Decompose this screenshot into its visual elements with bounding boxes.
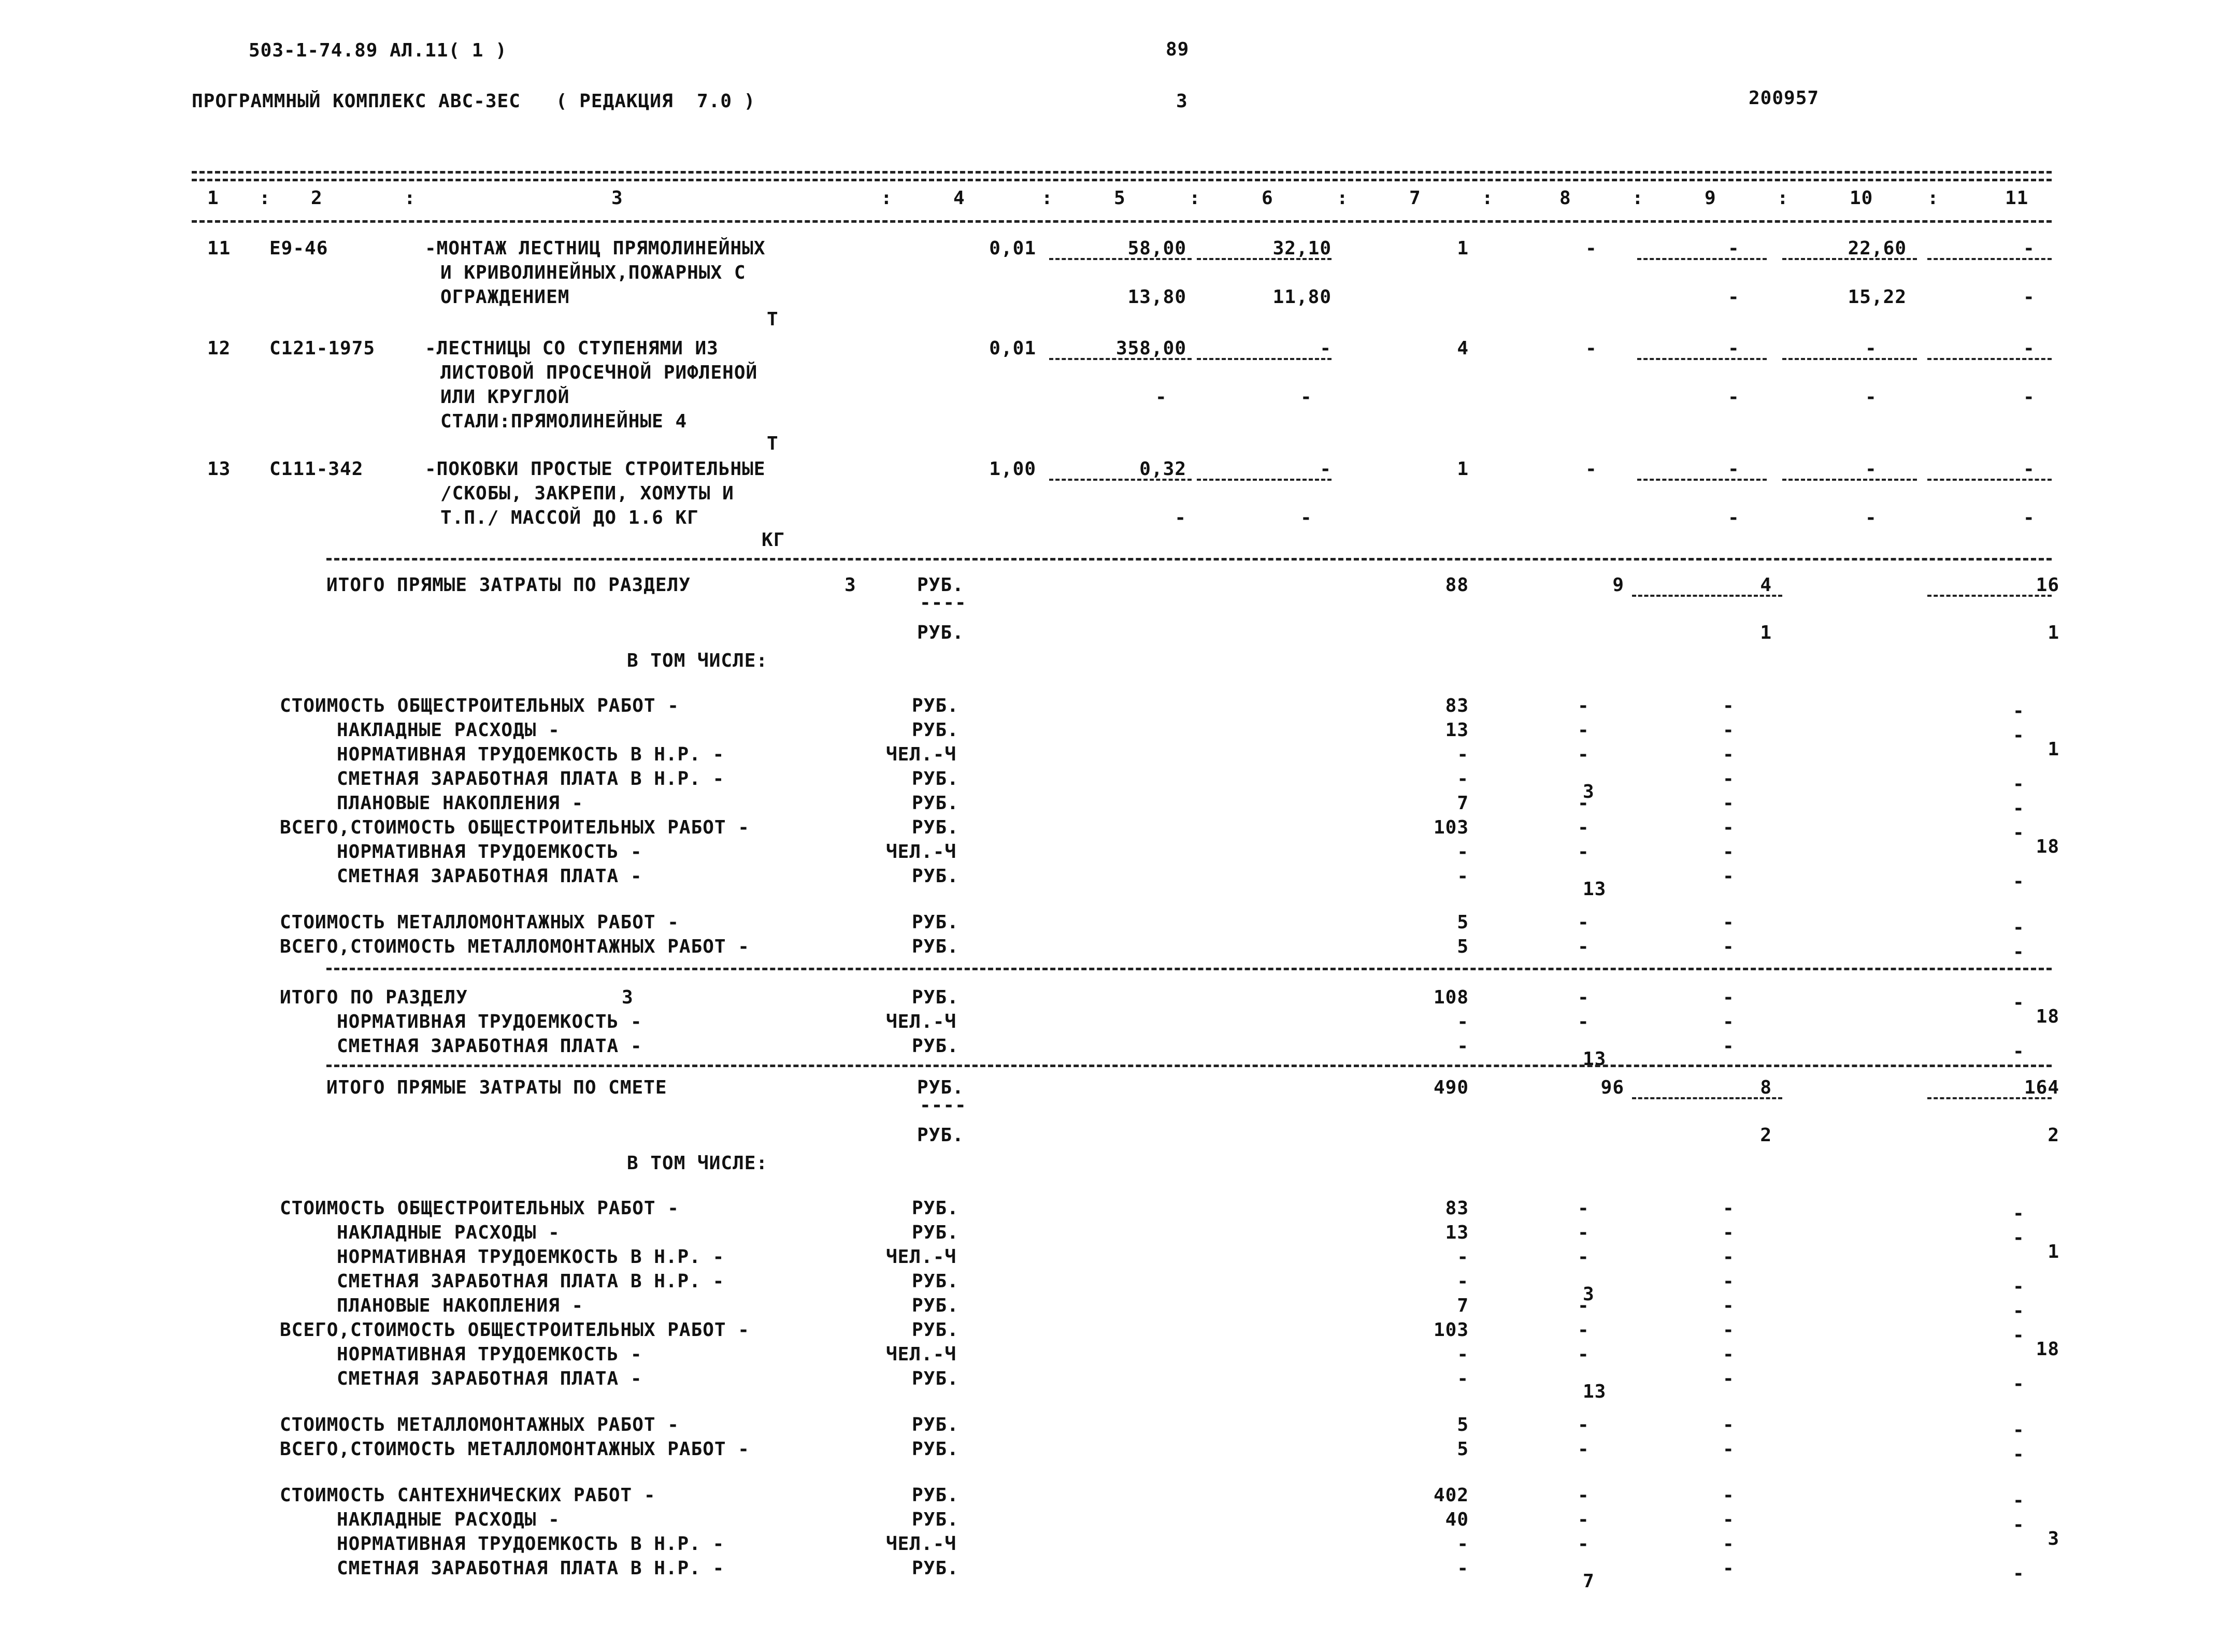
section-total-unit: РУБ. xyxy=(917,574,964,596)
breakdown-col11: - xyxy=(2013,798,2025,819)
cell-col10-lower: - xyxy=(1865,507,1877,528)
item-description-line: /СКОБЫ, ЗАКРЕПИ, ХОМУТЫ И xyxy=(440,483,734,504)
column-separator: : xyxy=(259,188,271,209)
breakdown-col7: 40 xyxy=(1445,1509,1469,1530)
breakdown-col11: - xyxy=(2013,1041,2025,1062)
breakdown-label: НОРМАТИВНАЯ ТРУДОЕМКОСТЬ - xyxy=(337,841,642,863)
breakdown-col9: - xyxy=(1723,912,1735,933)
breakdown-unit: ЧЕЛ.-Ч xyxy=(886,1011,957,1032)
breakdown-col11: - xyxy=(2013,871,2025,892)
cell-col6: 32,10 xyxy=(1272,238,1332,259)
breakdown-label: СМЕТНАЯ ЗАРАБОТНАЯ ПЛАТА В Н.Р. - xyxy=(337,768,725,789)
breakdown-col9: - xyxy=(1723,793,1735,814)
breakdown-col7: 7 xyxy=(1457,793,1469,814)
item-description-line: И КРИВОЛИНЕЙНЫХ,ПОЖАРНЫХ С xyxy=(440,262,746,283)
breakdown-col11: - xyxy=(2013,1300,2025,1321)
cell-col8: - xyxy=(1585,338,1597,359)
breakdown-col8: 3 xyxy=(1583,781,1595,802)
cell-divider xyxy=(1632,1097,1782,1099)
program-title: ПРОГРАММНЫЙ КОМПЛЕКС АВС-3ЕС ( РЕДАКЦИЯ 7.0 ) xyxy=(192,91,756,112)
breakdown-col9: - xyxy=(1723,1295,1735,1316)
item-description-line: ОГРАЖДЕНИЕМ xyxy=(440,286,570,308)
breakdown-col11: 18 xyxy=(2036,1339,2059,1360)
cell-divider xyxy=(1637,479,1767,481)
cell-divider xyxy=(1197,258,1332,260)
item-description-line: Т.П./ МАССОЙ ДО 1.6 КГ xyxy=(440,507,699,528)
breakdown-col8: - xyxy=(1578,1295,1590,1316)
item-number: 13 xyxy=(207,458,231,480)
breakdown-col8: - xyxy=(1578,1414,1590,1435)
breakdown-unit: ЧЕЛ.-Ч xyxy=(886,841,957,863)
breakdown-label: СТОИМОСТЬ САНТЕХНИЧЕСКИХ РАБОТ - xyxy=(280,1485,656,1506)
breakdown-label: НОРМАТИВНАЯ ТРУДОЕМКОСТЬ - xyxy=(337,1344,642,1365)
breakdown-col7: 402 xyxy=(1433,1485,1469,1506)
estimate-total-unit: РУБ. xyxy=(917,1077,964,1098)
breakdown-col11: 18 xyxy=(2036,1006,2059,1027)
breakdown-col11: - xyxy=(2013,941,2025,963)
breakdown-unit: РУБ. xyxy=(912,1271,959,1292)
item-number: 11 xyxy=(207,238,231,259)
cell-col10: - xyxy=(1865,338,1877,359)
breakdown-col8: 3 xyxy=(1583,1284,1595,1305)
breakdown-col7: 5 xyxy=(1457,936,1469,957)
item-description-line: -ЛЕСТНИЦЫ СО СТУПЕНЯМИ ИЗ xyxy=(425,338,719,359)
including-label: В ТОМ ЧИСЛЕ: xyxy=(627,650,768,671)
breakdown-col11: - xyxy=(2013,917,2025,938)
breakdown-col9: - xyxy=(1723,1011,1735,1032)
breakdown-col8: - xyxy=(1578,1439,1590,1460)
column-number: 7 xyxy=(1409,188,1421,209)
breakdown-col8: - xyxy=(1578,1222,1590,1243)
document-code: 503-1-74.89 АЛ.11( 1 ) xyxy=(249,40,507,61)
breakdown-label: НАКЛАДНЫЕ РАСХОДЫ - xyxy=(337,1509,560,1530)
header-rule-top-2 xyxy=(192,179,2052,181)
breakdown-label: СМЕТНАЯ ЗАРАБОТНАЯ ПЛАТА В Н.Р. - xyxy=(337,1271,725,1292)
breakdown-col8: - xyxy=(1578,1319,1590,1341)
cell-divider xyxy=(1782,258,1917,260)
cell-col11: - xyxy=(2023,458,2035,480)
breakdown-col11: - xyxy=(2013,1444,2025,1465)
cell-col11: - xyxy=(2023,338,2035,359)
cell-col6-lower: 11,80 xyxy=(1272,286,1332,308)
breakdown-col7: - xyxy=(1457,1036,1469,1057)
breakdown-col11: - xyxy=(2013,822,2025,843)
breakdown-label: СТОИМОСТЬ МЕТАЛЛОМОНТАЖНЫХ РАБОТ - xyxy=(280,912,679,933)
breakdown-col9: - xyxy=(1723,1222,1735,1243)
breakdown-unit: РУБ. xyxy=(912,1485,959,1506)
breakdown-label: НОРМАТИВНАЯ ТРУДОЕМКОСТЬ В Н.Р. - xyxy=(337,1533,725,1555)
breakdown-col9: - xyxy=(1723,817,1735,838)
breakdown-col7: - xyxy=(1457,768,1469,789)
breakdown-col9: - xyxy=(1723,936,1735,957)
item-quantity: 0,01 xyxy=(989,238,1036,259)
breakdown-unit: РУБ. xyxy=(912,1558,959,1579)
column-separator: : xyxy=(404,188,416,209)
column-separator: : xyxy=(1632,188,1644,209)
cell-col8: - xyxy=(1585,458,1597,480)
estimate-total-label: ИТОГО ПРЯМЫЕ ЗАТРАТЫ ПО СМЕТЕ xyxy=(326,1077,667,1098)
breakdown-col7: 13 xyxy=(1445,720,1469,741)
breakdown-label: СТОИМОСТЬ ОБЩЕСТРОИТЕЛЬНЫХ РАБОТ - xyxy=(280,695,679,716)
breakdown-col8: - xyxy=(1578,720,1590,741)
breakdown-unit: РУБ. xyxy=(912,1414,959,1435)
breakdown-label: НОРМАТИВНАЯ ТРУДОЕМКОСТЬ В Н.Р. - xyxy=(337,1246,725,1268)
breakdown-col9: - xyxy=(1723,768,1735,789)
breakdown-unit: РУБ. xyxy=(912,1222,959,1243)
cell-divider xyxy=(1049,479,1192,481)
breakdown-unit: РУБ. xyxy=(912,1036,959,1057)
column-separator: : xyxy=(881,188,893,209)
breakdown-col9: - xyxy=(1723,1509,1735,1530)
cell-col10-lower: 15,22 xyxy=(1848,286,1907,308)
page-number: 89 xyxy=(1166,39,1190,60)
breakdown-unit: РУБ. xyxy=(912,987,959,1008)
breakdown-col8: 13 xyxy=(1583,1381,1607,1402)
cell-col10: - xyxy=(1865,458,1877,480)
breakdown-col7: - xyxy=(1457,1368,1469,1389)
breakdown-col8: 13 xyxy=(1583,1048,1607,1070)
estimate-total-unit-lower: РУБ. xyxy=(917,1125,964,1146)
breakdown-col7: - xyxy=(1457,1246,1469,1268)
section-total-col7: 88 xyxy=(1445,574,1469,596)
section-rule xyxy=(326,1065,2052,1067)
section-total-col8: 9 xyxy=(1612,574,1624,596)
breakdown-label: НАКЛАДНЫЕ РАСХОДЫ - xyxy=(337,720,560,741)
breakdown-col7: - xyxy=(1457,744,1469,765)
estimate-total-col9-lower: 2 xyxy=(1760,1125,1772,1146)
breakdown-col9: - xyxy=(1723,720,1735,741)
breakdown-unit: ЧЕЛ.-Ч xyxy=(886,1246,957,1268)
breakdown-col9: - xyxy=(1723,1319,1735,1341)
breakdown-col8: - xyxy=(1578,1011,1590,1032)
breakdown-col8: - xyxy=(1578,817,1590,838)
column-number: 2 xyxy=(311,188,323,209)
breakdown-unit: РУБ. xyxy=(912,695,959,716)
cell-col11-lower: - xyxy=(2023,286,2035,308)
breakdown-label: НОРМАТИВНАЯ ТРУДОЕМКОСТЬ В Н.Р. - xyxy=(337,744,725,765)
column-number: 10 xyxy=(1850,188,1873,209)
breakdown-col9: - xyxy=(1723,1246,1735,1268)
breakdown-col7: - xyxy=(1457,1558,1469,1579)
breakdown-col11: - xyxy=(2013,1203,2025,1224)
column-number: 1 xyxy=(207,188,219,209)
breakdown-label: СМЕТНАЯ ЗАРАБОТНАЯ ПЛАТА - xyxy=(337,866,642,887)
breakdown-col11: - xyxy=(2013,1563,2025,1584)
breakdown-col9: - xyxy=(1723,1198,1735,1219)
document-id: 200957 xyxy=(1749,88,1820,109)
breakdown-unit: РУБ. xyxy=(912,1368,959,1389)
breakdown-col8: - xyxy=(1578,793,1590,814)
breakdown-unit: РУБ. xyxy=(912,1295,959,1316)
cell-divider xyxy=(1637,258,1767,260)
breakdown-col11: - xyxy=(2013,1514,2025,1535)
cell-col11-lower: - xyxy=(2023,386,2035,408)
breakdown-label: ВСЕГО,СТОИМОСТЬ МЕТАЛЛОМОНТАЖНЫХ РАБОТ - xyxy=(280,1439,750,1460)
breakdown-unit: ЧЕЛ.-Ч xyxy=(886,1344,957,1365)
header-rule-top xyxy=(192,171,2052,174)
breakdown-col11: 18 xyxy=(2036,836,2059,857)
breakdown-col7: - xyxy=(1457,1344,1469,1365)
breakdown-unit: РУБ. xyxy=(912,1439,959,1460)
breakdown-col11: - xyxy=(2013,992,2025,1013)
cell-col6-lower: - xyxy=(1300,386,1312,408)
breakdown-col8: - xyxy=(1578,912,1590,933)
item-code: С121-1975 xyxy=(269,338,376,359)
estimate-total-col7: 490 xyxy=(1433,1077,1469,1098)
breakdown-col7: 108 xyxy=(1433,987,1469,1008)
column-number: 4 xyxy=(953,188,965,209)
header-rule-bottom xyxy=(192,220,2052,223)
breakdown-col7: 83 xyxy=(1445,695,1469,716)
estimate-total-unit-dash: ---- xyxy=(920,1095,967,1116)
breakdown-col11: - xyxy=(2013,1325,2025,1346)
breakdown-label: ИТОГО ПО РАЗДЕЛУ xyxy=(280,987,468,1008)
breakdown-col9: - xyxy=(1723,1485,1735,1506)
cell-col9-lower: - xyxy=(1728,286,1740,308)
item-code: Е9-46 xyxy=(269,238,328,259)
column-separator: : xyxy=(1482,188,1494,209)
breakdown-col7: 5 xyxy=(1457,1439,1469,1460)
breakdown-col9: - xyxy=(1723,1558,1735,1579)
section-total-col11-lower: 1 xyxy=(2048,622,2059,643)
cell-divider xyxy=(1927,479,2052,481)
cell-divider xyxy=(1782,358,1917,360)
breakdown-unit: РУБ. xyxy=(912,793,959,814)
breakdown-label: СМЕТНАЯ ЗАРАБОТНАЯ ПЛАТА - xyxy=(337,1368,642,1389)
cell-col11-lower: - xyxy=(2023,507,2035,528)
breakdown-col7: - xyxy=(1457,1533,1469,1555)
section-rule xyxy=(326,558,2052,561)
cell-col9-lower: - xyxy=(1728,386,1740,408)
breakdown-col9: - xyxy=(1723,1036,1735,1057)
item-description-line: -МОНТАЖ ЛЕСТНИЦ ПРЯМОЛИНЕЙНЫХ xyxy=(425,238,766,259)
breakdown-col7: 83 xyxy=(1445,1198,1469,1219)
column-number: 5 xyxy=(1114,188,1126,209)
breakdown-col9: - xyxy=(1723,1439,1735,1460)
breakdown-unit: РУБ. xyxy=(912,1509,959,1530)
item-description-line: ЛИСТОВОЙ ПРОСЕЧНОЙ РИФЛЕНОЙ xyxy=(440,362,758,383)
breakdown-unit: РУБ. xyxy=(912,720,959,741)
breakdown-col9: - xyxy=(1723,987,1735,1008)
section-rule xyxy=(326,968,2052,970)
breakdown-col9: - xyxy=(1723,1368,1735,1389)
breakdown-label: ВСЕГО,СТОИМОСТЬ ОБЩЕСТРОИТЕЛЬНЫХ РАБОТ - xyxy=(280,1319,750,1341)
cell-col9: - xyxy=(1728,338,1740,359)
breakdown-col11: - xyxy=(2013,700,2025,722)
breakdown-unit: РУБ. xyxy=(912,768,959,789)
breakdown-col9: - xyxy=(1723,744,1735,765)
breakdown-unit: РУБ. xyxy=(912,912,959,933)
cell-col8: - xyxy=(1585,238,1597,259)
cell-col5: 358,00 xyxy=(1115,338,1186,359)
breakdown-col8: - xyxy=(1578,987,1590,1008)
cell-col5: 0,32 xyxy=(1139,458,1186,480)
cell-divider xyxy=(1197,358,1332,360)
column-number: 3 xyxy=(611,188,623,209)
breakdown-col7: 5 xyxy=(1457,1414,1469,1435)
breakdown-label: ВСЕГО,СТОИМОСТЬ МЕТАЛЛОМОНТАЖНЫХ РАБОТ - xyxy=(280,936,750,957)
section-total-unit-dash: ---- xyxy=(920,592,967,613)
breakdown-col11: - xyxy=(2013,1373,2025,1395)
cell-col5: 58,00 xyxy=(1127,238,1186,259)
sheet-number: 3 xyxy=(1176,91,1188,112)
breakdown-col9: - xyxy=(1723,866,1735,887)
breakdown-label: СМЕТНАЯ ЗАРАБОТНАЯ ПЛАТА В Н.Р. - xyxy=(337,1558,725,1579)
item-description-line: -ПОКОВКИ ПРОСТЫЕ СТРОИТЕЛЬНЫЕ xyxy=(425,458,766,480)
breakdown-col11: - xyxy=(2013,773,2025,795)
cell-divider xyxy=(1927,1097,2052,1099)
column-number: 11 xyxy=(2005,188,2029,209)
cell-col7: 1 xyxy=(1457,458,1469,480)
breakdown-col8: - xyxy=(1578,744,1590,765)
item-unit: Т xyxy=(767,433,779,454)
column-separator: : xyxy=(1041,188,1053,209)
cell-divider xyxy=(1632,595,1782,597)
breakdown-label: СТОИМОСТЬ МЕТАЛЛОМОНТАЖНЫХ РАБОТ - xyxy=(280,1414,679,1435)
breakdown-col11: - xyxy=(2013,1227,2025,1248)
cell-divider xyxy=(1927,358,2052,360)
breakdown-col7: - xyxy=(1457,866,1469,887)
cell-col10-lower: - xyxy=(1865,386,1877,408)
breakdown-col11: - xyxy=(2013,1490,2025,1511)
breakdown-col11: 1 xyxy=(2048,1241,2059,1262)
estimate-total-col9: 8 xyxy=(1760,1077,1772,1098)
breakdown-unit: РУБ. xyxy=(912,936,959,957)
cell-col7: 4 xyxy=(1457,338,1469,359)
breakdown-col11: - xyxy=(2013,725,2025,746)
breakdown-col8: - xyxy=(1578,936,1590,957)
cell-divider xyxy=(1049,258,1192,260)
breakdown-col8: - xyxy=(1578,695,1590,716)
column-separator: : xyxy=(1189,188,1201,209)
breakdown-unit: ЧЕЛ.-Ч xyxy=(886,1533,957,1555)
breakdown-col9: - xyxy=(1723,841,1735,863)
section-total-section-number: 3 xyxy=(844,574,856,596)
cell-col9-lower: - xyxy=(1728,507,1740,528)
cell-divider xyxy=(1927,595,2052,597)
breakdown-unit: РУБ. xyxy=(912,1319,959,1341)
cell-divider xyxy=(1927,258,2052,260)
cell-divider xyxy=(1049,358,1192,360)
item-quantity: 0,01 xyxy=(989,338,1036,359)
breakdown-col9: - xyxy=(1723,1344,1735,1365)
breakdown-extra: 3 xyxy=(622,987,634,1008)
cell-col10: 22,60 xyxy=(1848,238,1907,259)
breakdown-col7: 7 xyxy=(1457,1295,1469,1316)
breakdown-label: СТОИМОСТЬ ОБЩЕСТРОИТЕЛЬНЫХ РАБОТ - xyxy=(280,1198,679,1219)
item-description-line: ИЛИ КРУГЛОЙ xyxy=(440,386,570,408)
breakdown-label: ПЛАНОВЫЕ НАКОПЛЕНИЯ - xyxy=(337,793,584,814)
breakdown-unit: РУБ. xyxy=(912,817,959,838)
estimate-total-col11-lower: 2 xyxy=(2048,1125,2059,1146)
section-total-label: ИТОГО ПРЯМЫЕ ЗАТРАТЫ ПО РАЗДЕЛУ xyxy=(326,574,691,596)
cell-col5-lower: - xyxy=(1175,507,1186,528)
breakdown-unit: РУБ. xyxy=(912,1198,959,1219)
item-number: 12 xyxy=(207,338,231,359)
cell-col6: - xyxy=(1320,338,1332,359)
cell-col11: - xyxy=(2023,238,2035,259)
column-separator: : xyxy=(1927,188,1939,209)
breakdown-col11: - xyxy=(2013,1419,2025,1441)
breakdown-col8: 13 xyxy=(1583,879,1607,900)
cell-divider xyxy=(1197,479,1332,481)
breakdown-col8: - xyxy=(1578,1485,1590,1506)
item-code: С111-342 xyxy=(269,458,364,480)
breakdown-col9: - xyxy=(1723,1414,1735,1435)
breakdown-col8: - xyxy=(1578,1509,1590,1530)
section-total-col9-lower: 1 xyxy=(1760,622,1772,643)
breakdown-col11: - xyxy=(2013,1276,2025,1297)
column-number: 6 xyxy=(1262,188,1273,209)
breakdown-col11: 1 xyxy=(2048,739,2059,760)
breakdown-col7: 103 xyxy=(1433,1319,1469,1341)
including-label-2: В ТОМ ЧИСЛЕ: xyxy=(627,1153,768,1174)
column-number: 8 xyxy=(1559,188,1571,209)
column-separator: : xyxy=(1337,188,1349,209)
item-description-line: СТАЛИ:ПРЯМОЛИНЕЙНЫЕ 4 xyxy=(440,411,688,432)
section-total-col9: 4 xyxy=(1760,574,1772,596)
cell-col7: 1 xyxy=(1457,238,1469,259)
section-total-col11: 16 xyxy=(2036,574,2059,596)
breakdown-label: НОРМАТИВНАЯ ТРУДОЕМКОСТЬ - xyxy=(337,1011,642,1032)
breakdown-col8: - xyxy=(1578,841,1590,863)
cell-divider xyxy=(1782,479,1917,481)
breakdown-col7: 13 xyxy=(1445,1222,1469,1243)
breakdown-col9: - xyxy=(1723,1271,1735,1292)
breakdown-unit: РУБ. xyxy=(912,866,959,887)
cell-col6: - xyxy=(1320,458,1332,480)
item-quantity: 1,00 xyxy=(989,458,1036,480)
column-separator: : xyxy=(1777,188,1789,209)
breakdown-label: ПЛАНОВЫЕ НАКОПЛЕНИЯ - xyxy=(337,1295,584,1316)
breakdown-col7: 103 xyxy=(1433,817,1469,838)
cell-col5-lower: - xyxy=(1155,386,1167,408)
breakdown-col9: - xyxy=(1723,695,1735,716)
item-unit: Т xyxy=(767,309,779,330)
cell-col9: - xyxy=(1728,458,1740,480)
breakdown-col8: - xyxy=(1578,1198,1590,1219)
section-total-unit-lower: РУБ. xyxy=(917,622,964,643)
breakdown-col8: - xyxy=(1578,1246,1590,1268)
estimate-total-col11: 164 xyxy=(2024,1077,2059,1098)
cell-col9: - xyxy=(1728,238,1740,259)
breakdown-label: ВСЕГО,СТОИМОСТЬ ОБЩЕСТРОИТЕЛЬНЫХ РАБОТ - xyxy=(280,817,750,838)
breakdown-unit: ЧЕЛ.-Ч xyxy=(886,744,957,765)
breakdown-col9: - xyxy=(1723,1533,1735,1555)
cell-col5-lower: 13,80 xyxy=(1127,286,1186,308)
breakdown-col8: - xyxy=(1578,1533,1590,1555)
breakdown-col8: - xyxy=(1578,1344,1590,1365)
breakdown-col7: - xyxy=(1457,841,1469,863)
breakdown-col7: - xyxy=(1457,1011,1469,1032)
breakdown-label: СМЕТНАЯ ЗАРАБОТНАЯ ПЛАТА - xyxy=(337,1036,642,1057)
cell-divider xyxy=(1637,358,1767,360)
item-unit: КГ xyxy=(762,529,785,551)
estimate-total-col8: 96 xyxy=(1600,1077,1624,1098)
breakdown-label: НАКЛАДНЫЕ РАСХОДЫ - xyxy=(337,1222,560,1243)
column-number: 9 xyxy=(1705,188,1716,209)
breakdown-col7: - xyxy=(1457,1271,1469,1292)
breakdown-col7: 5 xyxy=(1457,912,1469,933)
cell-col6-lower: - xyxy=(1300,507,1312,528)
breakdown-col8: 7 xyxy=(1583,1571,1595,1592)
breakdown-col11: 3 xyxy=(2048,1528,2059,1549)
